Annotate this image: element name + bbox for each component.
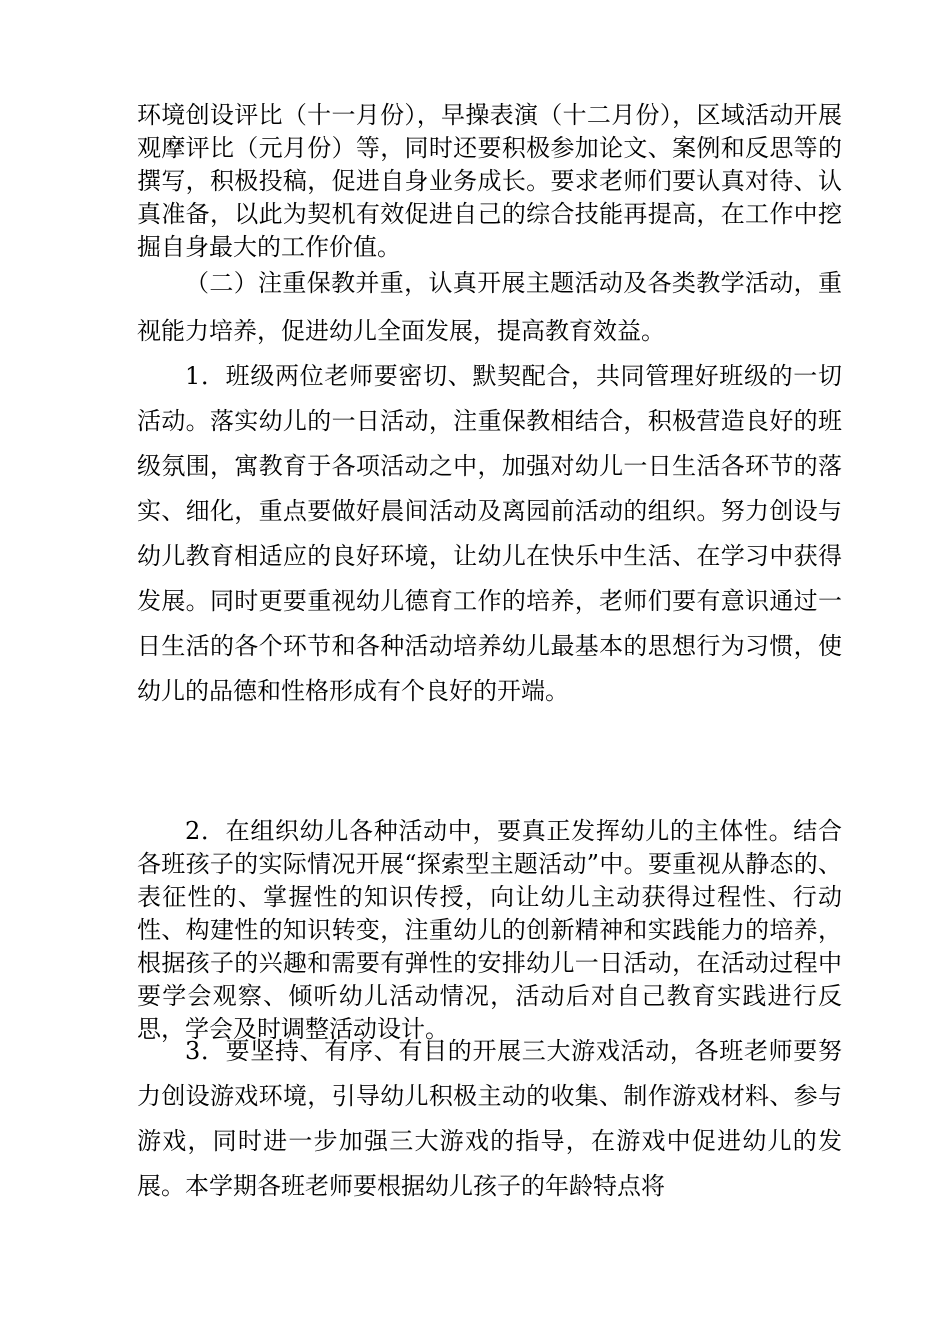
- paragraph-activities-evaluation: 环境创设评比（十一月份），早操表演（十二月份），区域活动开展观摩评比（元月份）等，同时还要积极参加论文、案例和反思等的撰写，积极投稿，促进自身业务成长。要求老师们要认真对待、认真准备，以此为契机有效促进自己的综合技能再提高，在工作中挖掘自身最大的工作价值。: [137, 101, 842, 261]
- paragraph-item-1: 1．班级两位老师要密切、默契配合，共同管理好班级的一切活动。落实幼儿的一日活动，注重保教相结合，积极营造良好的班级氛围，寓教育于各项活动之中，加强对幼儿一日生活各环节的落实、细化，重点要做好晨间活动及离园前活动的组织。努力创设与幼儿教育相适应的良好环境，让幼儿在快乐中生活、在学习中获得发展。同时更要重视幼儿德育工作的培养，老师们要有意识通过一日生活的各个环节和各种活动培养幼儿最基本的思想行为习惯，使幼儿的品德和性格形成有个良好的开端。: [137, 362, 842, 705]
- paragraph-item-2: 2．在组织幼儿各种活动中，要真正发挥幼儿的主体性。结合各班孩子的实际情况开展“探索型主题活动”中。要重视从静态的、表征性的、掌握性的知识传授，向让幼儿主动获得过程性、行动性、构建性的知识转变，注重幼儿的创新精神和实践能力的培养，根据孩子的兴趣和需要有弹性的安排幼儿一日活动，在活动过程中要学会观察、倾听幼儿活动情况，活动后对自己教育实践进行反思，学会及时调整活动设计。: [137, 817, 842, 1043]
- section-heading-two: （二）注重保教并重，认真开展主题活动及各类教学活动，重视能力培养，促进幼儿全面发展，提高教育效益。: [137, 269, 842, 345]
- paragraph-item-3: 3．要坚持、有序、有目的开展三大游戏活动，各班老师要努力创设游戏环境，引导幼儿积极主动的收集、制作游戏材料、参与游戏，同时进一步加强三大游戏的指导，在游戏中促进幼儿的发展。本学期各班老师要根据幼儿孩子的年龄特点将: [137, 1037, 842, 1200]
